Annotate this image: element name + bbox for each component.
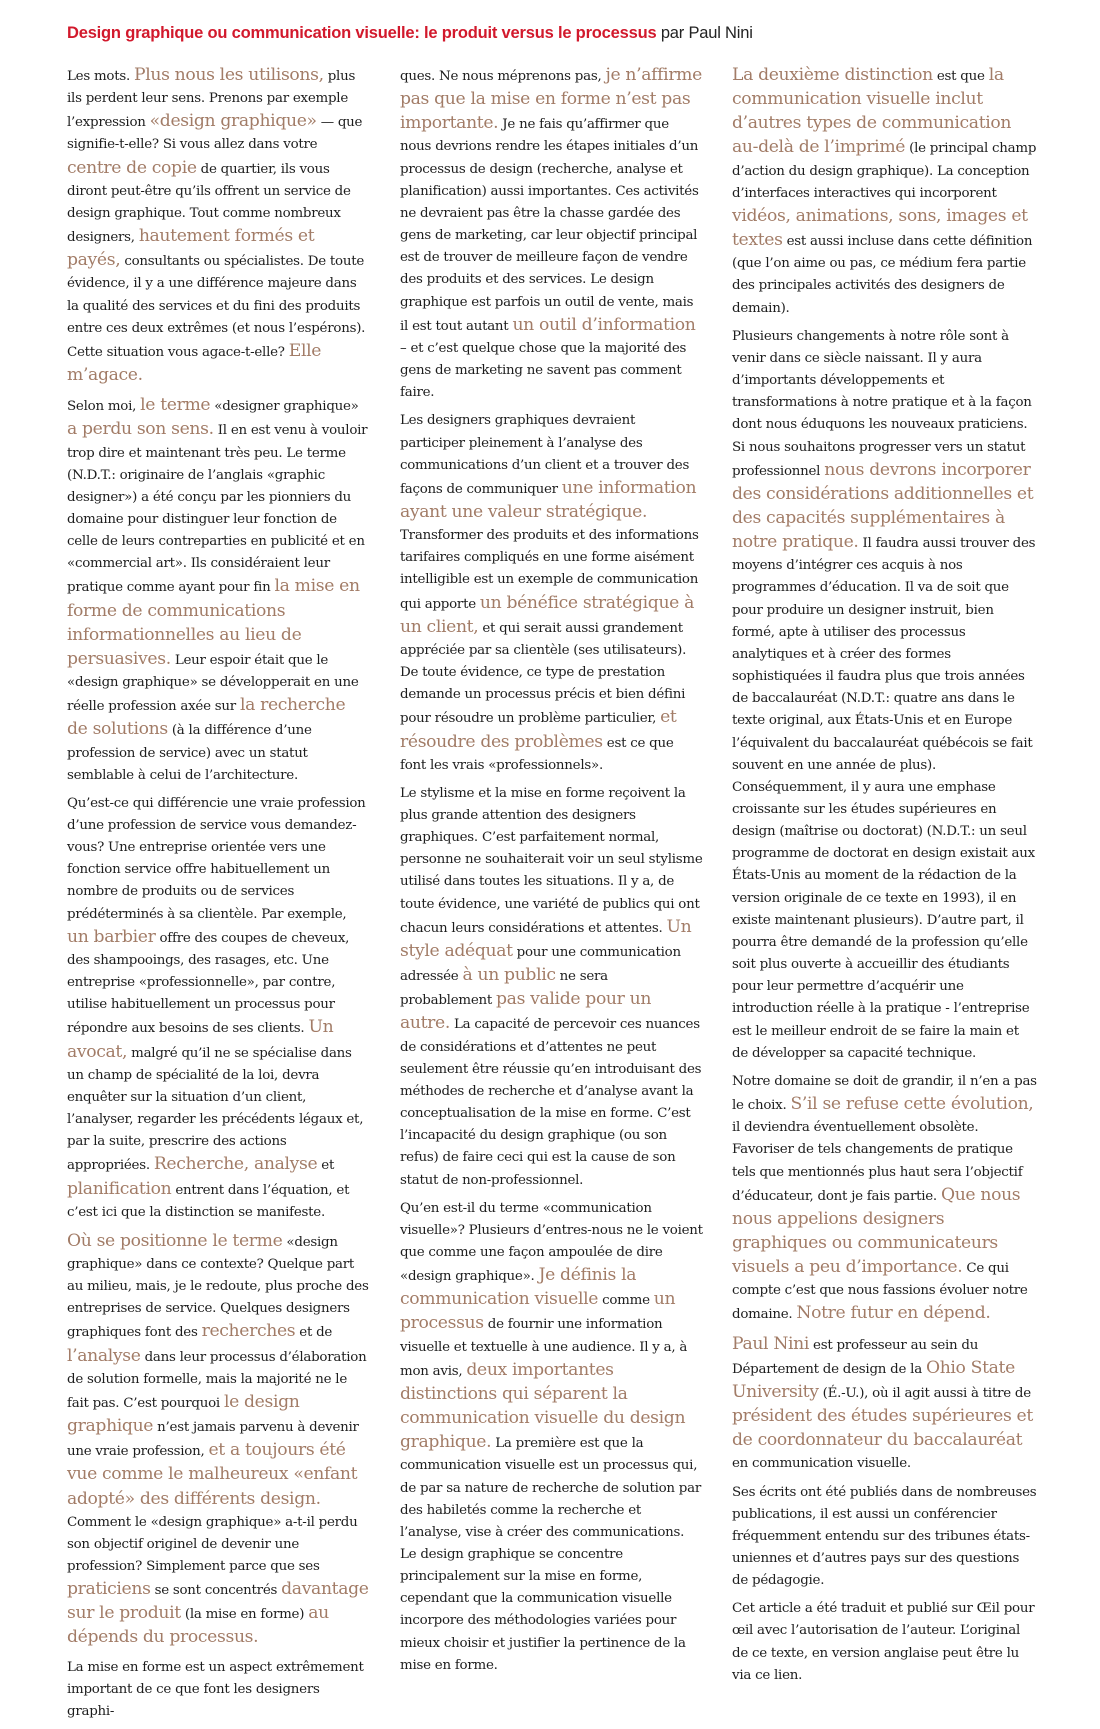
text-run: Les designers graphiques devraient participer pleinement à l’analyse des communications d’un client et a trouver des façons de communiquer (400, 413, 690, 497)
text-run: et (317, 1158, 335, 1174)
highlight-phrase: hautement formés et payés, (67, 226, 315, 271)
text-run: malgré qu’il ne se spécialise dans un champ de spécialité de la loi, devra enquêter sur la situation d’un client, l’analyser, regarder les précédents légaux et, par la suite, prescrire des actions appropriées. (67, 1045, 364, 1174)
text-run: Qu’en est-il du terme «communication visuelle»? Plusieurs d’entres-nous ne le voient que comme une façon ampoulée de dire «design graphique». (400, 1200, 703, 1285)
text-run: Il en est venu à vouloir trop dire et maintenant très peu. Le terme (N.D.T.: originaire de l’anglais «graphic designer») a été conçu par les pionniers du domaine pour distinguer leur fonction de celle de leurs contreparties en publicité et en «commercial art». Ils considéraient leur pratique comme ayant pour fin (67, 423, 368, 596)
paragraph (400, 1198, 703, 1677)
highlight-phrase: La deuxième distinction (732, 65, 933, 85)
highlight-phrase: le terme (140, 395, 211, 416)
highlight-phrase: et a toujours été vue comme le malheureux «enfant adopté» des différents design. (67, 1440, 358, 1509)
paragraph (732, 1598, 1037, 1687)
article-title: Design graphique ou communication visuelle: le produit versus le processus (67, 24, 657, 42)
highlight-phrase: centre de copie (67, 157, 197, 178)
text-run: (É.-U.), où il agit aussi à titre de (818, 1385, 1031, 1401)
highlight-phrase: Elle m’agace. (67, 340, 322, 386)
highlight-phrase: et résoudre des problèmes (400, 707, 677, 752)
paragraph (400, 783, 703, 1192)
text-run: Le stylisme et la mise en forme reçoivent la plus grande attention des designers graphiques. C’est parfaitement normal, personne ne souhaiterait voir un seul stylisme utilisé dans toutes les situations. Il y a, de toute évidence, une variété de publics qui ont chacun leurs considérations et attentes. (400, 785, 703, 936)
highlight-phrase: le design graphique (67, 1391, 300, 1437)
text-run: de fournir une information visuelle et textuelle à une audience. Il y a, à mon avis, (400, 1317, 688, 1379)
paragraph (67, 64, 370, 388)
text-run: «design graphique» dans ce contexte? Quelque part au milieu, mais, je le redoute, plus proche des entreprises de service. Quelques designers graphiques font des (67, 1234, 369, 1341)
text-run: Cet article a été traduit et publié sur Œil pour œil avec l’autorisation de l’auteur. L’original de ce texte, en version anglaise peut être lu via ce lien. (732, 1601, 1035, 1683)
text-run: (la mise en forme) (180, 1607, 309, 1623)
paragraph (732, 1482, 1037, 1593)
text-run: Je ne fais qu’affirmer que nous devrions rendre les étapes initiales d’un processus de design (recherche, analyse et planification) aussi importantes. Ces activités ne devraient pas être la chasse gardée des gens de marketing, car leur objectif principal est de trouver de meilleure façon de vendre des produits et des services. Le design graphique est parfois un outil de vente, mais il est tout autant (400, 117, 699, 334)
article-column-3 (732, 64, 1037, 1693)
article-column-1 (67, 64, 370, 1729)
paragraph (400, 410, 703, 777)
text-run: Plusieurs changements à notre rôle sont à venir dans ce siècle naissant. Il y aura d’importants développements et transformations à notre pratique et à la façon dont nous éduquons les nouveaux praticiens. Si nous souhaitons progresser vers un statut professionnel (732, 328, 1032, 479)
text-run: ne sera probablement (400, 969, 608, 1009)
text-run: «designer graphique» (210, 399, 359, 415)
highlight-phrase: Un avocat, (67, 1017, 334, 1062)
highlight-phrase: Notre futur en dépend. (796, 1303, 991, 1324)
text-run: Leur espoir était que le «design graphique» se développerait en une réelle profession axée sur (67, 652, 359, 715)
paragraph (732, 1071, 1037, 1327)
highlight-phrase: la mise en forme de communications informationnelles au lieu de persuasives. (67, 576, 360, 669)
paragraph (67, 394, 370, 787)
text-run: n’est jamais parvenu à devenir une vraie profession, (67, 1420, 359, 1460)
paragraph (732, 326, 1037, 1065)
text-run: il deviendra éventuellement obsolète. Favoriser de tels changements de pratique tels que mentionnés plus haut sera l’objectif d’éducateur, dont je fais partie. (732, 1120, 1023, 1204)
highlight-phrase: une information ayant une valeur stratégique. (400, 477, 697, 522)
text-run: Ce qui compte c’est que nous fassions évoluer notre domaine. (732, 1261, 1028, 1323)
text-run: offre des coupes de cheveux, des shampooings, des rasages, etc. Une entreprise «professionnelle», par contre, utilise habituellement un processus pour répondre aux besoins de ses clients. (67, 930, 350, 1037)
highlight-phrase: planification (67, 1178, 172, 1199)
text-run: (le principal champ d’action du design graphique). La conception d’interfaces interactives qui incorporent (732, 141, 1037, 201)
paragraph (67, 1230, 370, 1651)
text-run: pour une communication adressée (400, 944, 681, 985)
text-run: dans leur processus d’élaboration de solution formelle, mais la majorité ne le fait pas. C’est pourquoi (67, 1349, 367, 1411)
highlight-phrase: Un style adéquat (400, 916, 692, 961)
paragraph (732, 64, 1037, 320)
text-run: est aussi incluse dans cette définition (que l’on aime ou pas, ce médium fera partie des principales activités des designers de demain). (732, 234, 1033, 316)
paragraph (67, 1657, 370, 1723)
text-run: est professeur au sein du Département de design de la (732, 1337, 979, 1377)
text-run: en communication visuelle. (732, 1456, 911, 1472)
text-run: – et c’est quelque chose que la majorité des gens de marketing ne savent pas comment faire. (400, 340, 687, 401)
highlight-phrase: pas valide pour un autre. (400, 989, 652, 1034)
paragraph (732, 1333, 1037, 1476)
paragraph (67, 793, 370, 1224)
highlight-phrase: l’analyse (67, 1345, 141, 1366)
highlight-phrase: nous devrons incorporer des considérations additionnelles et des capacités supplémentaires à notre pratique. (732, 459, 1034, 553)
text-run: comme (598, 1293, 654, 1309)
highlight-phrase: Où se positionne le terme (67, 1230, 283, 1251)
highlight-phrase: Recherche, analyse (153, 1154, 318, 1175)
text-run: et qui serait aussi grandement appréciée par sa clientèle (ses utilisateurs). De toute évidence, ce type de prestation demande un processus précis et bien défini pour résoudre un problème particulier, (400, 620, 687, 727)
article-byline: par Paul Nini (656, 24, 753, 42)
text-run: — que signifie-t-elle? Si vous allez dans votre (67, 115, 363, 153)
text-run: La capacité de percevoir ces nuances de considérations et d’attentes ne peut seulement être réussie qu’en introduisant des méthodes de recherche et d’analyse avant la conceptualisation de la mise en forme. C’est l’incapacité du design graphique (ou son refus) de faire ceci qui est la cause de son statut de non-professionnel. (400, 1017, 702, 1188)
text-run: entrent dans l’équation, et c’est ici que la distinction se manifeste. (67, 1182, 350, 1220)
text-run: est ce que font les vrais «professionnels». (400, 735, 674, 773)
highlight-phrase: la recherche de solutions (67, 695, 346, 740)
highlight-phrase: a perdu son sens. (67, 419, 214, 440)
highlight-phrase: un processus (400, 1289, 676, 1334)
highlight-phrase: Que nous nous appelions designers graphiques ou communicateurs visuels a peu d’importance. (732, 1184, 1021, 1278)
text-run: La mise en forme est un aspect extrêmement important de ce que font les designers graphi- (67, 1659, 364, 1719)
highlight-phrase: «design graphique» (149, 111, 317, 132)
text-run: Notre domaine se doit de grandir, il n’en a pas le choix. (732, 1073, 1037, 1114)
text-run: Ses écrits ont été publiés dans de nombreuses publications, il est aussi un conférencier fréquemment entendu sur des tribunes états-uniennes et d’autres pays sur des questions de pédagogie. (732, 1484, 1037, 1589)
text-run: (à la différence d’une profession de service) avec un statut semblable à celui de l’architecture. (67, 723, 312, 783)
highlight-phrase: vidéos, animations, sons, images et textes (732, 205, 1028, 251)
highlight-phrase: président des études supérieures et de coordonnateur du baccalauréat (732, 1406, 1033, 1451)
text-run: Il faudra aussi trouver des moyens d’intégrer ces acquis à nos programmes d’éducation. Il va de soit que pour produire un designer instruit, bien formé, apte à utiliser des processus analytiques et à créer des formes sophistiquées il faudra plus que trois années de baccalauréat (N.D.T.: quatre ans dans le texte original, aux États-Unis et en Europe l’équivalent du baccalauréat québécois se fait souvent en une année de plus). Conséquemment, il y aura une emphase croissante sur les études supérieures en design (maîtrise ou doctorat) (N.D.T.: un seul programme de doctorat en design existait aux États-Unis au moment de la rédaction de la version originale de ce texte en 1993), il en existe maintenant plusieurs). D’autre part, il pourra être demandé de la profession qu’elle soit plus ouverte à accueillir des étudiants pour leur permettre d’acquérir une introduction réelle à la pratique - l’entreprise est le meilleur endroit de se faire la main et de développer sa capacité technique. (732, 536, 1036, 1061)
text-run: se sont concentrés (150, 1583, 282, 1599)
article-header (67, 22, 1047, 44)
highlight-phrase: praticiens (67, 1579, 151, 1600)
highlight-phrase: Je définis la communication visuelle (400, 1265, 637, 1310)
highlight-phrase: un outil d’information (512, 314, 696, 335)
text-run: ques. Ne nous méprenons pas, (400, 69, 606, 84)
highlight-phrase: je n’affirme pas que la mise en forme n’est pas importante. (400, 65, 702, 134)
text-run: Selon moi, (67, 399, 141, 415)
highlight-phrase: Ohio State University (732, 1357, 1015, 1402)
text-run: de quartier, ils vous diront peut-être qu’ils offrent un service de design graphique. Tout comme nombreux designers, (67, 161, 351, 246)
highlight-phrase: davantage sur le produit (67, 1579, 369, 1624)
text-run: et de (295, 1325, 333, 1341)
highlight-phrase: un barbier (67, 926, 156, 947)
text-run: Qu’est-ce qui différencie une vraie profession d’une profession de service vous demandez-vous? Une entreprise orientée vers une fonction service offre habituellement un nombre de produits ou de services prédéterminés à sa clientèle. Par exemple, (67, 795, 366, 922)
text-run: est que (932, 69, 989, 84)
highlight-phrase: la communication visuelle inclut d’autres types de communication au-delà de l’imprimé (732, 65, 1012, 158)
text-run: consultants ou spécialistes. De toute évidence, il y a une différence majeure dans la qualité des services et du fini des produits entre ces deux extrêmes (et nous l’espérons). Cette situation vous agace-t-elle? (67, 254, 366, 360)
highlight-phrase: à un public (462, 965, 556, 986)
highlight-phrase: Plus nous les utilisons, (133, 65, 324, 85)
text-run: Comment le «design graphique» a-t-il perdu son objectif originel de devenir une profession? Simplement parce que ses (67, 1514, 358, 1574)
paragraph (400, 64, 703, 404)
highlight-phrase: au dépends du processus. (67, 1603, 329, 1648)
highlight-phrase: un bénéfice stratégique à un client, (400, 592, 694, 637)
text-run: plus ils perdent leur sens. Prenons par exemple l’expression (67, 69, 356, 131)
text-run: Transformer des produits et des informations tarifaires compliqués en une forme aisément intelligible est un exemple de communication qui apporte (400, 528, 699, 612)
highlight-phrase: deux importantes distinctions qui séparent la communication visuelle du design graphique. (400, 1359, 686, 1453)
highlight-phrase: recherches (201, 1321, 296, 1342)
text-run: Les mots. (67, 69, 134, 84)
text-run: La première est que la communication visuelle est un processus qui, de par sa nature de recherche de solution par des habiletés comme la recherche et l’analyse, vise à créer des communications. Le design graphique se concentre principalement sur la mise en forme, cependant que la communication visuelle incorpore des méthodologies variées pour mieux choisir et justifier la pertinence de la mise en forme. (400, 1436, 702, 1673)
highlight-phrase: S’il se refuse cette évolution, (790, 1094, 1034, 1115)
article-column-2 (400, 64, 703, 1683)
highlight-phrase: Paul Nini (732, 1333, 810, 1354)
